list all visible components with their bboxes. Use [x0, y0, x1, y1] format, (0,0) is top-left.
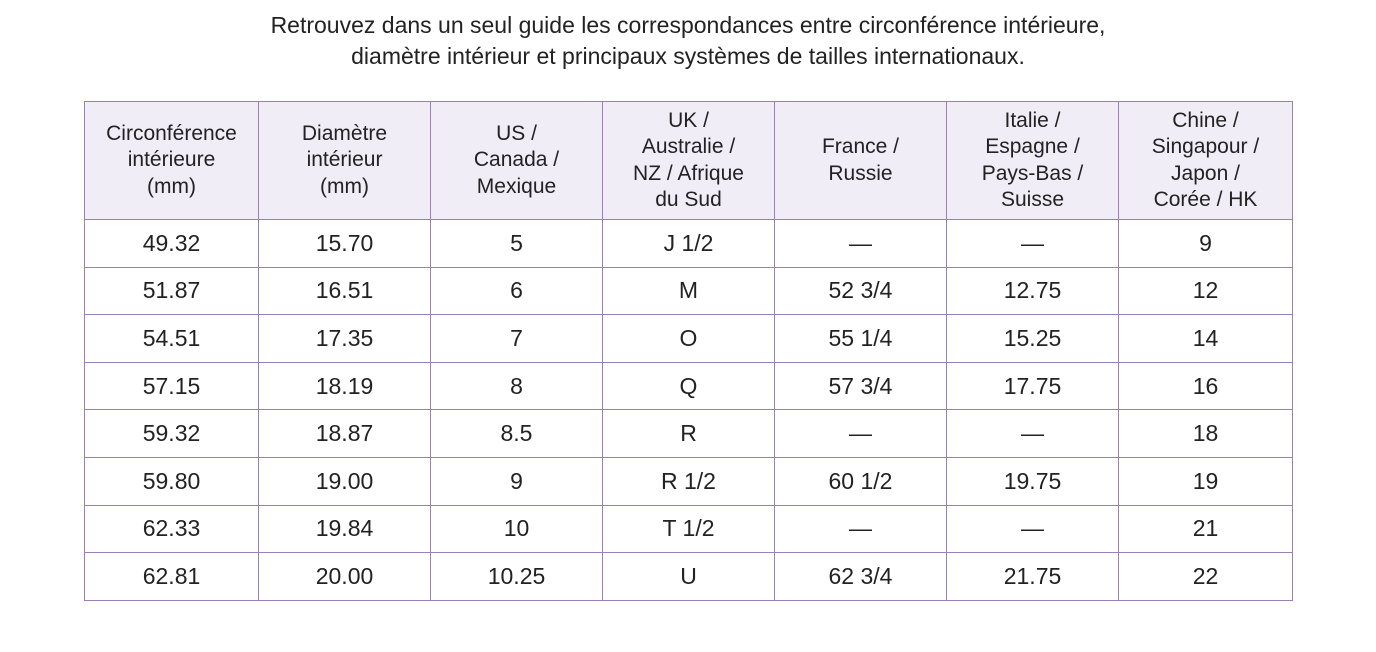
- header-text: NZ / Afrique: [633, 161, 744, 185]
- table-cell: 20.00: [259, 553, 431, 601]
- table-cell: 5: [431, 220, 603, 268]
- table-cell: 57.15: [85, 362, 259, 410]
- table-cell: 19.00: [259, 457, 431, 505]
- table-cell: 21: [1119, 505, 1293, 553]
- header-uk: [603, 102, 775, 220]
- header-circumference: [85, 102, 259, 220]
- table-cell: 16.51: [259, 267, 431, 315]
- table-row: [85, 315, 1293, 363]
- table-cell: 12.75: [947, 267, 1119, 315]
- table-cell: 51.87: [85, 267, 259, 315]
- table-row: [85, 267, 1293, 315]
- table-cell: 21.75: [947, 553, 1119, 601]
- table-cell: 8: [431, 362, 603, 410]
- table-cell: —: [947, 505, 1119, 553]
- table-row: [85, 457, 1293, 505]
- header-text: Diamètre: [301, 121, 388, 145]
- header-italie: [947, 102, 1119, 220]
- table-cell: 62.33: [85, 505, 259, 553]
- table-cell: T 1/2: [603, 505, 775, 553]
- table-cell: 15.70: [259, 220, 431, 268]
- table-cell: —: [775, 505, 947, 553]
- table-cell: 59.32: [85, 410, 259, 458]
- header-text: Corée / HK: [1153, 188, 1258, 211]
- table-cell: 6: [431, 267, 603, 315]
- header-text: du Sud: [655, 188, 722, 211]
- header-text: Italie /: [1004, 108, 1061, 132]
- table-cell: 55 1/4: [775, 315, 947, 363]
- table-cell: 18.19: [259, 362, 431, 410]
- table-cell: 14: [1119, 315, 1293, 363]
- header-text: Japon /: [1171, 161, 1240, 185]
- header-chine: [1119, 102, 1293, 220]
- intro-line-2: diamètre intérieur et principaux systèmes de tailles internationaux.: [351, 43, 1025, 69]
- table-cell: O: [603, 315, 775, 363]
- table-cell: 17.35: [259, 315, 431, 363]
- table-cell: 9: [431, 457, 603, 505]
- ring-size-table: [84, 101, 1293, 601]
- table-cell: R: [603, 410, 775, 458]
- header-text: Singapour /: [1151, 135, 1260, 158]
- table-cell: 22: [1119, 553, 1293, 601]
- table-cell: 9: [1119, 220, 1293, 268]
- header-row: [85, 102, 1293, 220]
- table-cell: 19: [1119, 457, 1293, 505]
- intro-line-1: Retrouvez dans un seul guide les correspondances entre circonférence intérieure,: [270, 12, 1106, 38]
- header-text: Espagne /: [985, 135, 1080, 158]
- header-text: Canada /: [473, 148, 560, 172]
- table-cell: —: [775, 410, 947, 458]
- header-text: Suisse: [1000, 188, 1065, 211]
- header-text: US /: [496, 121, 537, 145]
- table-cell: R 1/2: [603, 457, 775, 505]
- table-cell: 12: [1119, 267, 1293, 315]
- header-text: Australie /: [641, 135, 736, 158]
- table-cell: 52 3/4: [775, 267, 947, 315]
- table-row: [85, 553, 1293, 601]
- table-cell: 62 3/4: [775, 553, 947, 601]
- header-text: intérieure: [127, 148, 216, 172]
- table-row: [85, 220, 1293, 268]
- table-cell: 16: [1119, 362, 1293, 410]
- table-cell: 59.80: [85, 457, 259, 505]
- table-cell: M: [603, 267, 775, 315]
- table-cell: 57 3/4: [775, 362, 947, 410]
- table-cell: U: [603, 553, 775, 601]
- table-cell: —: [947, 220, 1119, 268]
- header-text: Chine /: [1172, 108, 1239, 132]
- table-cell: 15.25: [947, 315, 1119, 363]
- table-cell: 8.5: [431, 410, 603, 458]
- table-cell: 10.25: [431, 553, 603, 601]
- table-cell: 18: [1119, 410, 1293, 458]
- header-text: France /: [821, 135, 900, 158]
- intro-text: [0, 10, 1376, 72]
- table-cell: J 1/2: [603, 220, 775, 268]
- table-cell: 60 1/2: [775, 457, 947, 505]
- header-text: (mm): [320, 174, 369, 198]
- table-row: [85, 410, 1293, 458]
- table-cell: 17.75: [947, 362, 1119, 410]
- header-text: intérieur: [306, 148, 383, 172]
- table-cell: 62.81: [85, 553, 259, 601]
- header-france: [775, 102, 947, 220]
- header-us: [431, 102, 603, 220]
- table-cell: 19.84: [259, 505, 431, 553]
- header-text: Russie: [828, 161, 893, 185]
- table-cell: 18.87: [259, 410, 431, 458]
- table-cell: 54.51: [85, 315, 259, 363]
- header-text: Circonférence: [106, 121, 237, 145]
- table-cell: —: [947, 410, 1119, 458]
- table-row: [85, 505, 1293, 553]
- table-cell: 19.75: [947, 457, 1119, 505]
- table-cell: 10: [431, 505, 603, 553]
- header-diameter: [259, 102, 431, 220]
- table-cell: —: [775, 220, 947, 268]
- table-cell: Q: [603, 362, 775, 410]
- header-text: UK /: [668, 108, 709, 132]
- table-row: [85, 362, 1293, 410]
- header-text: (mm): [147, 174, 196, 198]
- table-cell: 49.32: [85, 220, 259, 268]
- header-text: Pays-Bas /: [981, 161, 1084, 185]
- header-text: Mexique: [476, 174, 557, 198]
- table-cell: 7: [431, 315, 603, 363]
